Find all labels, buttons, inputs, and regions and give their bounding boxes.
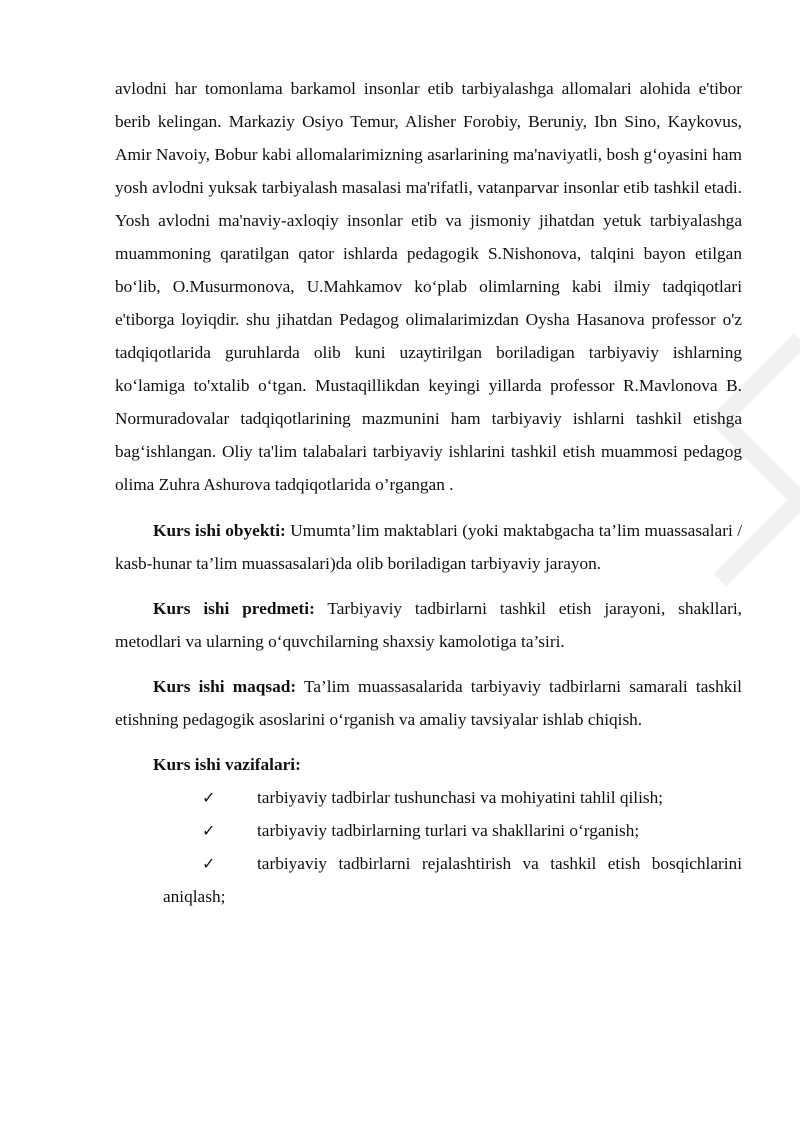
document-body — [115, 72, 742, 913]
task-item — [115, 847, 742, 913]
subject-paragraph — [115, 592, 742, 658]
subject-label: Kurs ishi predmeti: — [153, 599, 315, 618]
task-text: tarbiyaviy tadbirlar tushunchasi va mohiyatini tahlil qilish; — [257, 788, 664, 807]
tasks-list — [115, 781, 742, 913]
task-text: tarbiyaviy tadbirlarning turlari va shakllarini o‘rganish; — [257, 821, 640, 840]
check-mark-icon: ✓ — [202, 788, 216, 807]
check-mark-icon: ✓ — [202, 821, 216, 840]
object-text: Umumta’lim maktablari (yoki maktabgacha ta’lim muassasalari / kasb-hunar ta’lim muassasalari)da olib boriladigan tarbiyaviy jarayon. — [115, 521, 742, 573]
goal-label: Kurs ishi maqsad: — [153, 677, 297, 696]
subject-text: Tarbiyaviy tadbirlarni tashkil etish jarayoni, shakllari, metodlari va ularning o‘quvchilarning shaxsiy kamolotiga ta’siri. — [115, 599, 743, 651]
check-mark-icon: ✓ — [202, 854, 216, 873]
goal-text: Ta’lim muassasalarida tarbiyaviy tadbirlarni samarali tashkil etishning pedagogik asoslarini o‘rganish va amaliy tavsiyalar ishlab chiqish. — [115, 677, 742, 729]
goal-paragraph — [115, 670, 742, 736]
intro-paragraph: avlodni har tomonlama barkamol insonlar etib tarbiyalashga allomalari alohida e'tibor berib kelingan. Markaziy Osiyo Temur, Alisher Forobiy, Beruniy, Ibn Sino, Kaykovus, Amir Navoiy, Bobur kabi allomalarimizning asarlarining ma'naviyatli, bosh g‘oyasini ham yosh avlodni yuksak tarbiyalash masalasi ma'rifatli, vatanparvar insonlar etib tashkil etadi. Yosh avlodni ma'naviy-axloqiy insonlar etib va jismoniy jihatdan yetuk tarbiyalashga muammoning qaratilgan qator ishlarda pedagogik S.Nishonova, talqini bayon etilgan bo‘lib, O.Musurmonova, U.Mahkamov ko‘plab olimlarning kabi ilmiy tadqiqotlari e'tiborga loyiqdir. shu jihatdan Pedagog olimalarimizdan Oysha Hasanova professor o'z tadqiqotlarida guruhlarda olib kuni uzaytirilgan boriladigan tarbiyaviy ishlarning ko‘lamiga to'xtalib o‘tgan. Mustaqillikdan keyingi yillarda professor R.Mavlonova B. Normuradovalar tadqiqotlarining mazmunini ham tarbiyaviy ishlarni tashkil etishga bag‘ishlangan. Oliy ta'lim talabalari tarbiyaviy ishlarini tashkil etish muammosi pedagog olima Zuhra Ashurova tadqiqotlarida o’rgangan . — [115, 79, 742, 494]
task-item — [115, 781, 742, 814]
task-item — [115, 814, 742, 847]
object-label: Kurs ishi obyekti: — [153, 521, 286, 540]
tasks-heading: Kurs ishi vazifalari: — [153, 755, 301, 774]
object-paragraph — [115, 514, 742, 580]
task-text: tarbiyaviy tadbirlarni rejalashtirish va tashkil etish bosqichlarini aniqlash; — [163, 854, 742, 906]
